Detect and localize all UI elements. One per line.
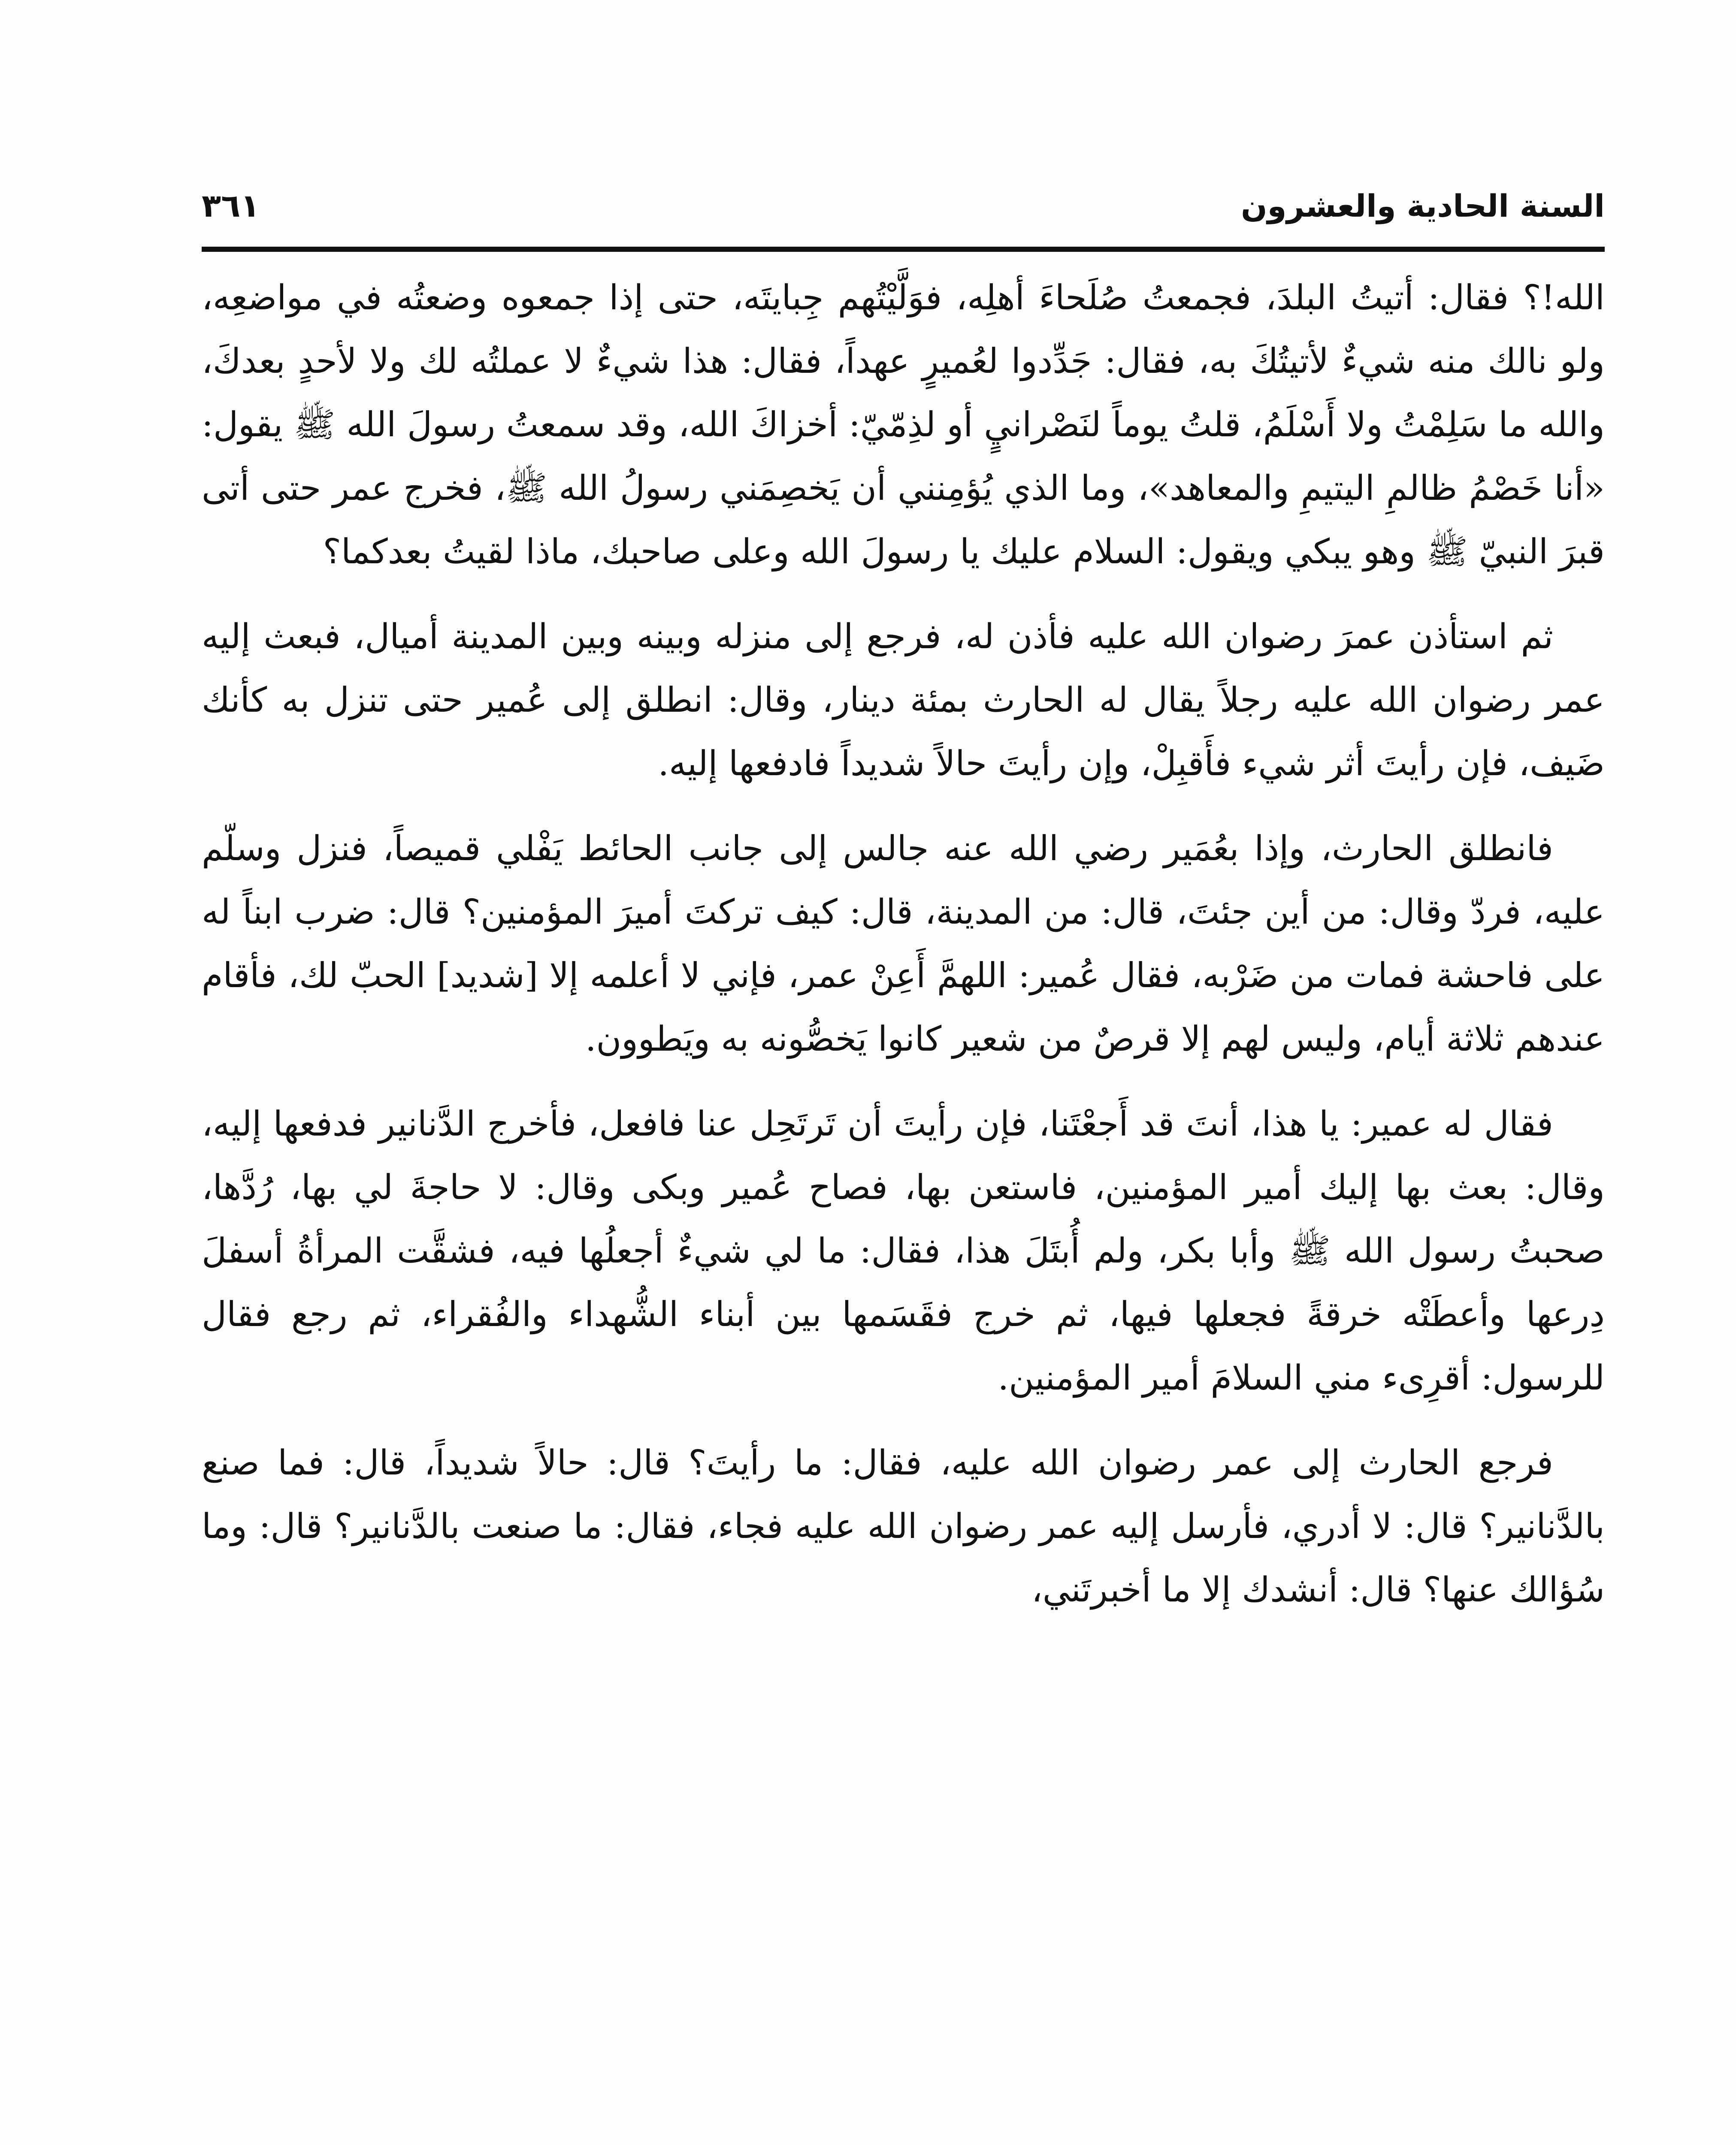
- body-text: [202, 266, 1605, 1643]
- paragraph-5: فرجع الحارث إلى عمر رضوان الله عليه، فقال: ما رأيتَ؟ قال: حالاً شديداً، قال: فما صنع بالدَّنانير؟ قال: لا أدري، فأرسل إليه عمر رضوان الله عليه فجاء، فقال: ما صنعت بالدَّنانير؟ قال: وما سُؤالك عنها؟ قال: أنشدك إلا ما أخبرتَني،: [202, 1443, 1605, 1610]
- paragraph-2: ثم استأذن عمرَ رضوان الله عليه فأذن له، فرجع إلى منزله وبينه وبين المدينة أميال، فبعث إليه عمر رضوان الله عليه رجلاً يقال له الحارث بمئة دينار، وقال: انطلق إلى عُمير حتى تنزل به كأنك ضَيف، فإن رأيتَ أثر شيء فأَقبِلْ، وإن رأيتَ حالاً شديداً فادفعها إليه.: [202, 616, 1605, 783]
- page-header: [202, 172, 1605, 240]
- page-number: ٣٦١: [202, 187, 260, 224]
- header-rule: [202, 247, 1605, 252]
- running-title: السنة الحادية والعشرون: [1241, 188, 1605, 224]
- paragraph-1: الله!؟ فقال: أتيتُ البلدَ، فجمعتُ صُلَحاءَ أهلِه، فوَلَّيْتُهم جِبايتَه، حتى إذا جمعوه وضعتُه في مواضعِه، ولو نالك منه شيءٌ لأتيتُكَ به، فقال: جَدِّدوا لعُميرٍ عهداً، فقال: هذا شيءٌ لا عملتُه لك ولا لأحدٍ بعدكَ، والله ما سَلِمْتُ ولا أَسْلَمُ، قلتُ يوماً لنَصْرانيٍ أو لذِمّيّ: أخزاكَ الله، وقد سمعتُ رسولَ الله ﷺ يقول: «أنا خَصْمُ ظالمِ اليتيمِ والمعاهد»، وما الذي يُؤمِنني أن يَخصِمَني رسولُ الله ﷺ، فخرج عمر حتى أتى قبرَ النبيّ ﷺ وهو يبكي ويقول: السلام عليك يا رسولَ الله وعلى صاحبك، ماذا لقيتُ بعدكما؟: [202, 278, 1605, 571]
- paragraph-4: فقال له عمير: يا هذا، أنتَ قد أَجعْتَنا، فإن رأيتَ أن تَرتَحِل عنا فافعل، فأخرج الدَّنانير فدفعها إليه، وقال: بعث بها إليك أمير المؤمنين، فاستعن بها، فصاح عُمير وبكى وقال: لا حاجةَ لي بها، رُدَّها، صحبتُ رسول الله ﷺ وأبا بكر، ولم أُبتَلَ هذا، فقال: ما لي شيءٌ أجعلُها فيه، فشقَّت المرأةُ أسفلَ دِرعها وأعطَتْه خرقةً فجعلها فيها، ثم خرج فقَسَمها بين أبناء الشُّهداء والفُقراء، ثم رجع فقال للرسول: أقرِىء مني السلامَ أمير المؤمنين.: [202, 1104, 1605, 1398]
- paragraph-3: فانطلق الحارث، وإذا بعُمَير رضي الله عنه جالس إلى جانب الحائط يَفْلي قميصاً، فنزل وسلّم عليه، فردّ وقال: من أين جئتَ، قال: من المدينة، قال: كيف تركتَ أميرَ المؤمنين؟ قال: ضرب ابناً له على فاحشة فمات من ضَرْبه، فقال عُمير: اللهمَّ أَعِنْ عمر، فإني لا أعلمه إلا [شديد] الحبّ لك، فأقام عندهم ثلاثة أيام، وليس لهم إلا قرصٌ من شعير كانوا يَخصُّونه به ويَطوون.: [202, 828, 1605, 1059]
